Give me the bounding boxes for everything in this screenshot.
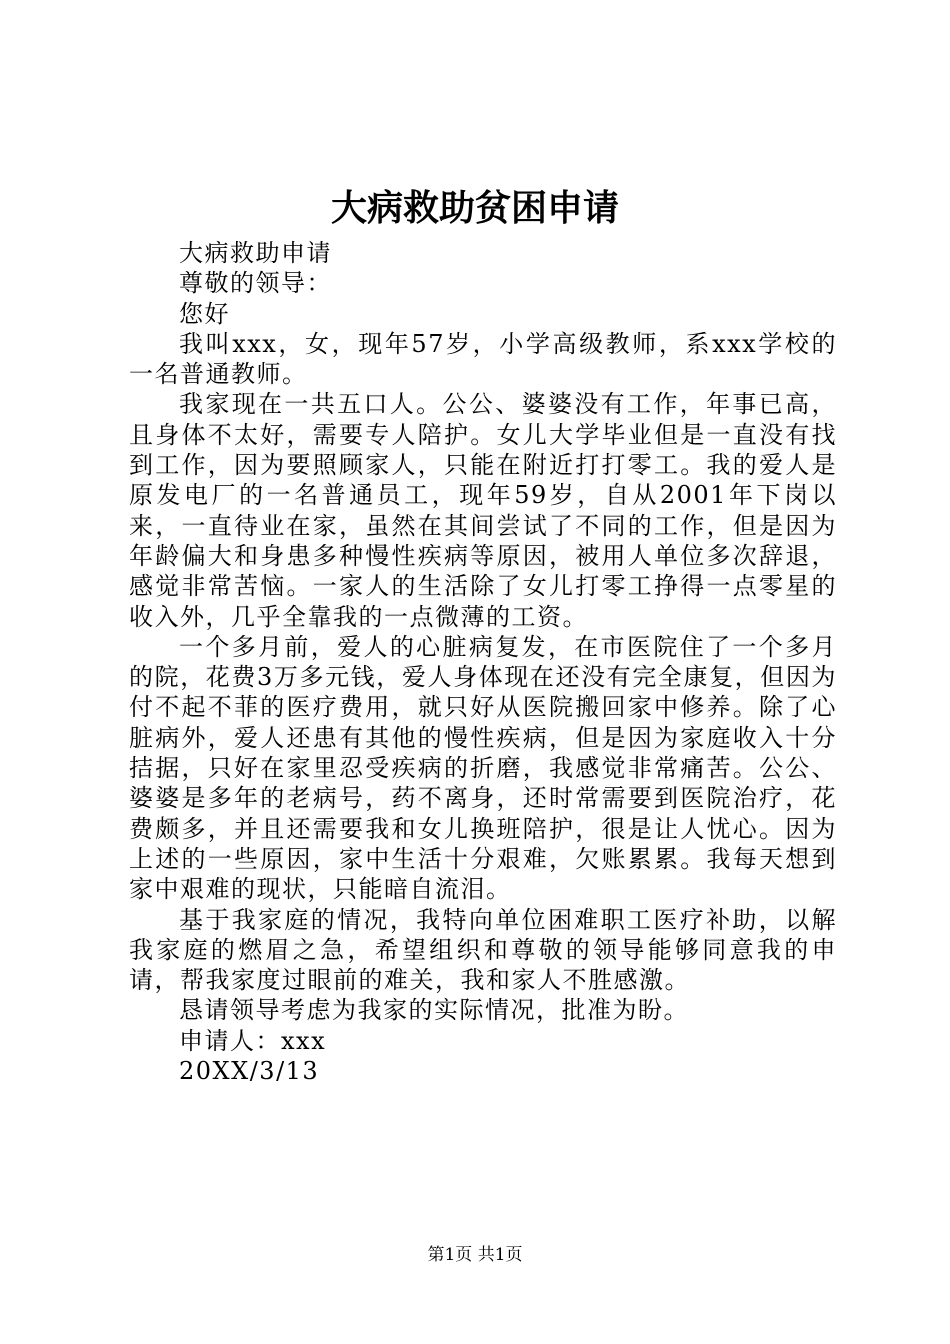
- letter-subject: 大病救助申请: [179, 239, 332, 267]
- letter-salutation: 尊敬的领导：: [179, 269, 332, 298]
- letter-signature: 申请人：xxx: [179, 1026, 327, 1055]
- letter-closing: 恳请领导考虑为我家的实际情况，批准为盼。: [179, 996, 689, 1025]
- letter-paragraph: 一个多月前，爱人的心脏病复发，在市医院住了一个多月的院，花费3万多元钱，爱人身体现在还没有完全康复，但因为付不起不菲的医疗费用，就只好从医院搬回家中修养。除了心脏病外，爱人还患有其他的慢性疾病，但是因为家庭收入十分拮据，只好在家里忍受疾病的折磨，我感觉非常痛苦。公公、婆婆是多年的老病号，药不离身，还时常需要到医院治疗，花费颇多，并且还需要我和女儿换班陪护，很是让人忧心。因为上述的一些原因，家中生活十分艰难，欠账累累。我每天想到家中艰难的现状，只能暗自流泪。: [129, 632, 837, 904]
- letter-paragraph: 我叫xxx，女，现年57岁，小学高级教师，系xxx学校的一名普通教师。: [129, 329, 837, 389]
- letter-paragraph: 我家现在一共五口人。公公、婆婆没有工作，年事已高，且身体不太好，需要专人陪护。女儿大学毕业但是一直没有找到工作，因为要照顾家人，只能在附近打打零工。我的爱人是原发电厂的一名普通员工，现年59岁，自从2001年下岗以来，一直待业在家，虽然在其间尝试了不同的工作，但是因为年龄偏大和身患多种慢性疾病等原因，被用人单位多次辞退，感觉非常苦恼。一家人的生活除了女儿打零工挣得一点零星的收入外，几乎全靠我的一点微薄的工资。: [129, 390, 837, 631]
- page-footer: 第1页 共1页: [427, 1245, 523, 1265]
- letter-body: [129, 238, 837, 1086]
- page-title: 大病救助贫困申请: [330, 187, 619, 229]
- letter-greeting: 您好: [179, 299, 230, 328]
- letter-paragraph: 基于我家庭的情况，我特向单位困难职工医疗补助，以解我家庭的燃眉之急，希望组织和尊敬的领导能够同意我的申请，帮我家度过眼前的难关，我和家人不胜感激。: [129, 905, 837, 995]
- letter-date: 20XX/3/13: [179, 1057, 320, 1086]
